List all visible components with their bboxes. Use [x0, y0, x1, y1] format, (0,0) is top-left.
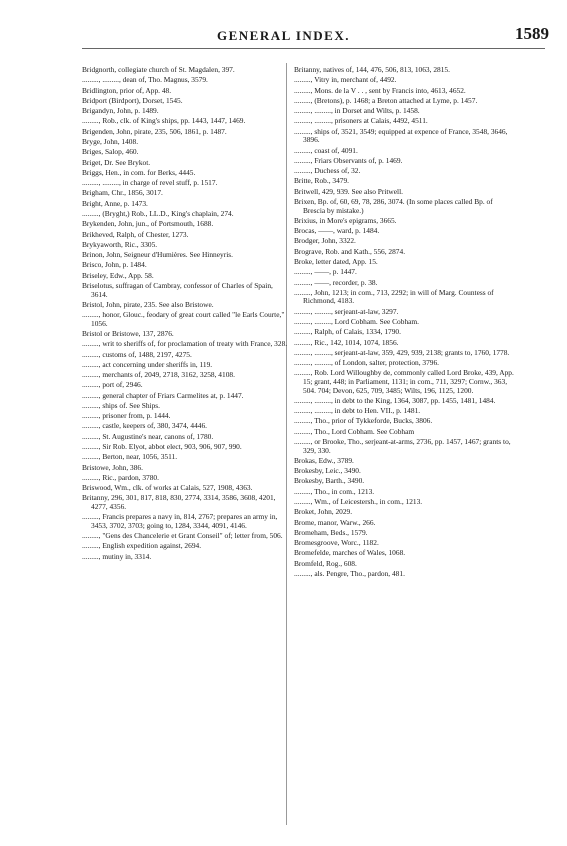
index-entry: Broke, letter dated, App. 15. — [294, 256, 378, 266]
index-entry: ........., writ to sheriffs of, for proclamation of treaty with France, 328. — [82, 339, 288, 349]
index-entry: Brigenden, John, pirate, 235, 506, 1861, p. 1487. — [82, 126, 227, 136]
index-entry: ........., Sir Rob. Elyot, abbot elect, 903, 906, 907, 990. — [82, 442, 242, 452]
index-entry: ........., Wm., of Leicestersh., in com., 1213. — [294, 496, 423, 506]
index-entry: ........., ships of, 3521, 3549; equipped at expence of France, 3548, 3646, 3896. — [294, 126, 508, 145]
index-entry: ........., Rob., clk. of King's ships, pp. 1443, 1447, 1469. — [82, 116, 246, 126]
right-column — [294, 66, 514, 580]
index-entry: ........., (Bretons), p. 1468; a Breton attached at Lyme, p. 1457. — [294, 95, 478, 105]
index-entry: ........., port of, 2946. — [82, 380, 143, 390]
index-entry: ........., prisoner from, p. 1444. — [82, 411, 171, 421]
index-entry: ........., ........., of London, salter, protection, 3796. — [294, 358, 440, 368]
index-entry: Bridlington, prior of, App. 48. — [82, 85, 172, 95]
index-entry: ........., Rob. Lord Willoughby de, commonly called Lord Broke, 439, App. 15; grant, 448; in Parliament, 1131; in com., 711, 3297; Cornw., 363, 504. 704; Devon, 625, 709, 3485; Wilts, 196, 1125, 1200. — [294, 368, 514, 395]
index-entry: ........., general chapter of Friars Carmelites at, p. 1447. — [82, 390, 244, 400]
index-entry: ........., ........., serjeant-at-law, 3297. — [294, 306, 399, 316]
index-entry: Bridport (Birdport), Dorset, 1545. — [82, 95, 183, 105]
index-entry: ........., ........., dean of, Tho. Magnus, 3579. — [82, 75, 208, 85]
index-entry: Briget, Dr. See Brykot. — [82, 157, 151, 167]
index-entry: Brokesby, Barth., 3490. — [294, 476, 365, 486]
page-number: 1589 — [515, 24, 549, 43]
index-entry: Bromefelde, marches of Wales, 1068. — [294, 548, 406, 558]
index-entry: Brokesby, Leic., 3490. — [294, 466, 361, 476]
index-entry: Bristol or Bristowe, 137, 2876. — [82, 328, 174, 338]
index-entry: ........., Tho., prior of Tykkeforde, Bucks, 3806. — [294, 416, 433, 426]
index-entry: ........., Ric., 142, 1014, 1074, 1856. — [294, 337, 399, 347]
index-entry: Britte, Rob., 3479. — [294, 176, 350, 186]
index-entry: ........., castle, keepers of, 380, 3474, 4446. — [82, 421, 207, 431]
index-entry: ........., coast of, 4091. — [294, 145, 358, 155]
index-entry: Bristowe, John, 386. — [82, 462, 143, 472]
index-entry: ........., mutiny in, 3314. — [82, 551, 152, 561]
index-entry: Bromfeld, Rog., 608. — [294, 558, 357, 568]
index-entry: ........., ........., in debt to Hen. VII., p. 1481. — [294, 406, 421, 416]
index-entry: Bromesgroove, Worc., 1182. — [294, 538, 379, 548]
index-entry: ........., honor, Glouc., feodary of great court called "le Earls Courte," 1056. — [82, 310, 285, 328]
index-entry: Brinon, John, Seigneur d'Humières. See Hinneyris. — [82, 250, 233, 260]
index-entry: ........., Tho., in com., 1213. — [294, 486, 375, 496]
index-entry: Brixius, in More's epigrams, 3665. — [294, 215, 397, 225]
index-entry: ........., Friars Observants of, p. 1469. — [294, 155, 403, 165]
index-entry: Britanny, natives of, 144, 476, 506, 813, 1063, 2815. — [294, 65, 450, 74]
index-entry: Bristol, John, pirate, 235. See also Bristowe. — [82, 299, 214, 309]
index-entry: ........., ........., in debt to the King, 1364, 3087, pp. 1455, 1481, 1484. — [294, 395, 496, 405]
index-entry: ........., "Gens des Chancelerie et Grant Conseil" of; letter from, 506. — [82, 531, 283, 541]
index-entry: ........., Francis prepares a navy in, 814, 2767; prepares an army in, 3453, 3702, 3703; going to, 1284, 3344, 4091, 4146. — [82, 512, 278, 530]
header-rule — [82, 48, 545, 49]
index-entry: ........., Ralph, of Calais, 1334, 1790. — [294, 327, 401, 337]
index-entry: Briseley, Edw., App. 58. — [82, 270, 154, 280]
index-entry: ........., merchants of, 2049, 2718, 3162, 3258, 4108. — [82, 370, 235, 380]
index-entry: Brokas, Edw., 3789. — [294, 455, 354, 465]
index-entry: ........., Mons. de la V . . , sent by Francis into, 4613, 4652. — [294, 85, 466, 95]
index-entry: Brixen, Bp. of, 60, 69, 78, 286, 3074. (In some places called Bp. of Brescia by mistake.) — [294, 196, 493, 215]
index-entry: Bromeham, Beds., 1579. — [294, 527, 368, 537]
index-entry: ........., ........., Lord Cobham. See Cobham. — [294, 316, 420, 326]
index-entry: Bridgnorth, collegiate church of St. Magdalen, 397. — [82, 65, 235, 74]
index-entry: Brikheved, Ralph, of Chester, 1273. — [82, 229, 189, 239]
index-entry: ........., ships of. See Ships. — [82, 400, 161, 410]
index-entry: Britwell, 429, 939. See also Pritwell. — [294, 186, 404, 196]
index-entry: Briggs, Hen., in com. for Berks, 4445. — [82, 167, 196, 177]
index-entry: ........., (Bryght,) Rob., LL.D., King's chaplain, 274. — [82, 208, 234, 218]
index-entry: ........., Duchess of, 32. — [294, 166, 361, 176]
index-entry: Brome, manor, Warw., 266. — [294, 517, 376, 527]
index-entry: ........., ........., in charge of revel stuff, p. 1517. — [82, 178, 218, 188]
index-entry: Brocas, ——, ward, p. 1484. — [294, 226, 380, 236]
index-entry: Bryge, John, 1408. — [82, 136, 139, 146]
index-entry: Briges, Salop, 460. — [82, 147, 139, 157]
index-entry: Brodger, John, 3322. — [294, 236, 356, 246]
index-entry: Brigandyn, John, p. 1489. — [82, 106, 159, 116]
index-entry: ........., ........., in Dorset and Wilts, p. 1458. — [294, 106, 420, 116]
index-entry: ........., English expedition against, 2694. — [82, 541, 202, 551]
index-entry: Brykenden, John, jun., of Portsmouth, 1688. — [82, 219, 214, 229]
index-entry: ........., or Brooke, Tho., serjeant-at-arms, 2736, pp. 1457, 1467; grants to, 329, 330. — [294, 436, 511, 455]
index-entry: ........., ........., prisoners at Calais, 4492, 4511. — [294, 116, 428, 126]
index-entry: ........., Tho., Lord Cobham. See Cobham — [294, 426, 415, 436]
index-entry: Britanny, 296, 301, 817, 818, 830, 2774, 3314, 3586, 3608, 4201, 4277, 4356. — [82, 493, 276, 512]
index-entry: Broket, John, 2029. — [294, 507, 353, 517]
running-title: GENERAL INDEX. — [217, 28, 350, 43]
index-entry: Bright, Anne, p. 1473. — [82, 198, 148, 208]
index-entry: ........., ——, p. 1447. — [294, 267, 357, 277]
index-entry: ........., als. Pengre, Tho., pardon, 481. — [294, 568, 405, 578]
index-entry: Brykyaworth, Ric., 3305. — [82, 239, 158, 249]
index-entry: Brograve, Rob. and Kath., 556, 2874. — [294, 246, 406, 256]
index-entry: ........., ——, recorder, p. 38. — [294, 277, 378, 287]
index-entry: Brisco, John, p. 1484. — [82, 260, 147, 270]
index-entry: ........., John, 1213; in com., 713, 2292; in will of Marg. Countess of Richmond, 4183. — [294, 287, 494, 306]
index-entry: Briselotus, suffragan of Cambray, confessor of Charles of Spain, 3614. — [82, 280, 273, 299]
index-entry: ........., Berton, near, 1056, 3511. — [82, 452, 178, 462]
left-column — [82, 66, 288, 563]
index-entry: Briswood, Wm., clk. of works at Calais, 527, 1908, 4363. — [82, 483, 253, 493]
index-entry: ........., St. Augustine's near, canons of, 1780. — [82, 431, 214, 441]
index-entry: Brigham, Chr., 1856, 3017. — [82, 188, 163, 198]
index-entry: ........., Vitry in, merchant of, 4492. — [294, 75, 397, 85]
index-entry: ........., ........., serjeant-at-law, 359, 429, 939, 2138; grants to, 1760, 1778. — [294, 347, 510, 357]
index-entry: ........., customs of, 1488, 2197, 4275. — [82, 349, 192, 359]
index-entry: ........., Ric., pardon, 3780. — [82, 472, 159, 482]
index-entry: ........., act concerning under sheriffs in, 119. — [82, 359, 213, 369]
